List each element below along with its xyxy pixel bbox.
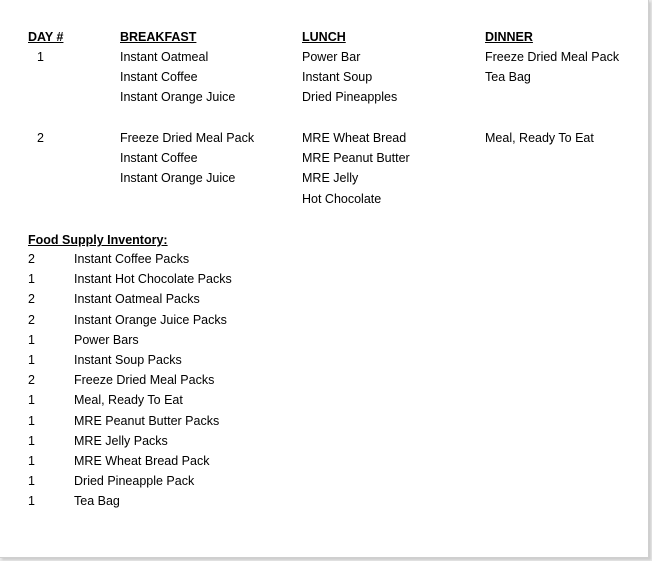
meal-item: Instant Coffee	[120, 151, 198, 166]
inventory-qty: 1	[28, 393, 35, 408]
inventory-qty: 2	[28, 373, 35, 388]
inventory-item: MRE Jelly Packs	[74, 433, 168, 448]
inventory-item: MRE Peanut Butter Packs	[74, 413, 220, 428]
inventory-qty: 1	[28, 272, 35, 287]
inventory-qty: 1	[28, 474, 35, 489]
header-dinner: DINNER	[485, 30, 533, 44]
inventory-item: Dried Pineapple Pack	[74, 474, 195, 489]
inventory-qty: 1	[28, 332, 35, 347]
day-1-number: 1	[37, 50, 44, 64]
inventory-item: Instant Oatmeal Packs	[74, 292, 200, 307]
inventory-item: Instant Soup Packs	[74, 353, 182, 368]
day-2-number: 2	[37, 131, 44, 145]
inventory-qty: 2	[28, 292, 35, 307]
meal-item: Dried Pineapples	[302, 90, 398, 105]
inventory-item: Instant Hot Chocolate Packs	[74, 272, 232, 287]
inventory-item: Instant Coffee Packs	[74, 252, 190, 266]
meal-item: Instant Soup	[302, 70, 373, 85]
meal-item: Freeze Dried Meal Pack	[485, 50, 620, 64]
meal-item: Instant Coffee	[120, 70, 198, 85]
day-2-breakfast	[120, 128, 254, 189]
inventory-title: Food Supply Inventory:	[28, 233, 168, 247]
inventory-item: MRE Wheat Bread Pack	[74, 454, 210, 469]
day-1-dinner	[485, 47, 619, 87]
header-day: DAY #	[28, 30, 64, 44]
inventory-qty: 1	[28, 494, 35, 509]
meal-item: MRE Peanut Butter	[302, 151, 410, 166]
inventory-name-column	[74, 249, 232, 512]
header-breakfast: BREAKFAST	[120, 30, 197, 44]
meal-item: Instant Orange Juice	[120, 90, 236, 105]
inventory-qty-column	[28, 249, 35, 512]
meal-item: MRE Jelly	[302, 171, 359, 186]
inventory-item: Tea Bag	[74, 494, 120, 509]
inventory-qty: 1	[28, 433, 35, 448]
meal-item: Hot Chocolate	[302, 191, 382, 206]
inventory-item: Meal, Ready To Eat	[74, 393, 183, 408]
inventory-qty: 1	[28, 454, 35, 469]
day-2-lunch	[302, 128, 410, 209]
inventory-qty: 2	[28, 252, 35, 266]
meal-item: Meal, Ready To Eat	[485, 131, 594, 145]
inventory-qty: 1	[28, 353, 35, 368]
meal-item: MRE Wheat Bread	[302, 131, 407, 145]
inventory-item: Freeze Dried Meal Packs	[74, 373, 215, 388]
day-2-dinner	[485, 128, 594, 148]
inventory-qty: 2	[28, 312, 35, 327]
header-lunch: LUNCH	[302, 30, 346, 44]
day-1-breakfast	[120, 47, 235, 108]
inventory-item: Power Bars	[74, 332, 139, 347]
inventory-qty: 1	[28, 413, 35, 428]
inventory-item: Instant Orange Juice Packs	[74, 312, 227, 327]
meal-item: Freeze Dried Meal Pack	[120, 131, 255, 145]
meal-item: Instant Orange Juice	[120, 171, 236, 186]
day-1-lunch	[302, 47, 397, 108]
meal-item: Power Bar	[302, 50, 361, 64]
meal-item: Tea Bag	[485, 70, 531, 85]
meal-item: Instant Oatmeal	[120, 50, 209, 64]
